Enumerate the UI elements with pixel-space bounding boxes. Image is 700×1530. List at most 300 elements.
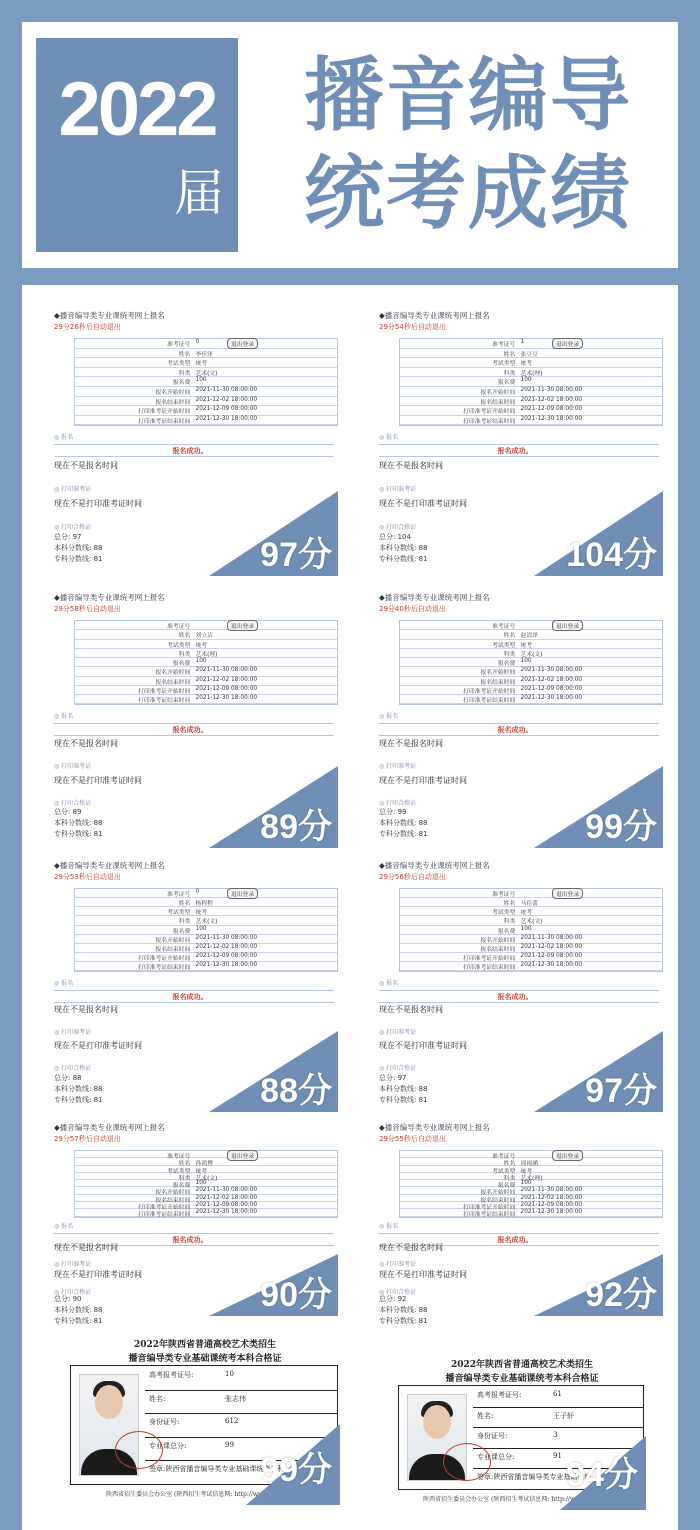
info-label: 考试类型 <box>492 1168 516 1175</box>
info-row <box>75 658 337 667</box>
score-badge: 92分 <box>585 1276 657 1314</box>
info-value: 2021-12-30 18:00:00 <box>520 695 583 702</box>
cert-row <box>145 1366 337 1391</box>
info-row <box>400 377 662 387</box>
info-row <box>400 944 662 953</box>
section-signup: ◎ 报名 <box>54 1223 74 1231</box>
info-row <box>75 935 337 944</box>
info-label: 报名开始时间 <box>155 1190 191 1197</box>
signup-success: 报名成功。 <box>497 726 533 735</box>
logout-button[interactable]: 退出登录 <box>227 1150 258 1161</box>
score-badge: 94分 <box>566 1456 638 1494</box>
total-score: 总分: 104 <box>379 533 411 542</box>
total-score: 总分: 90 <box>54 1295 82 1304</box>
score-totals <box>54 1073 103 1106</box>
info-row <box>400 889 662 898</box>
info-row <box>75 349 337 359</box>
portal-title: ◆播音编导类专业课统考网上报名 <box>379 311 490 320</box>
info-label: 姓名 <box>178 633 191 640</box>
info-value: 2021-12-30 18:00:00 <box>195 695 258 702</box>
info-row <box>400 686 662 695</box>
info-value: 2021-12-09 08:00:00 <box>195 952 258 959</box>
info-table <box>399 338 663 426</box>
section-print: ◎ 打印准考证 <box>54 486 92 494</box>
info-row <box>75 1158 337 1168</box>
info-row <box>75 1166 337 1173</box>
section-signup: ◎ 报名 <box>379 434 399 442</box>
info-value: 马佳蕾 <box>520 901 538 908</box>
info-row <box>400 630 662 639</box>
undergrad-line: 本科分数线: 88 <box>54 1306 103 1315</box>
info-value: 2021-12-30 18:00:00 <box>520 962 583 969</box>
cert-value: 99 <box>225 1440 234 1449</box>
info-label: 报名开始时间 <box>480 389 516 396</box>
vocational-line: 专科分数线: 81 <box>379 555 428 564</box>
vocational-line: 专科分数线: 81 <box>54 1317 103 1326</box>
info-value: 100 <box>520 377 532 384</box>
logout-button[interactable]: 退出登录 <box>552 888 583 899</box>
cert-title-2: 播音编导类专业基础课统考本科合格证 <box>128 1354 282 1364</box>
info-label: 考试类型 <box>167 361 191 368</box>
cert-label: 专业课总分: <box>477 1452 515 1461</box>
info-row <box>75 926 337 935</box>
score-card <box>50 858 338 1112</box>
countdown-text: 29分53秒后自动退出 <box>54 873 121 881</box>
info-value: 统考 <box>520 910 533 917</box>
countdown-text: 29分40秒后自动退出 <box>379 605 446 613</box>
signup-success: 报名成功。 <box>497 447 533 456</box>
section-signup: ◎ 报名 <box>379 1223 399 1231</box>
info-value: 2021-11-30 08:00:00 <box>520 386 583 393</box>
section-pass: ◎ 打印合格证 <box>54 1065 92 1073</box>
cert-label: 高考报考证号: <box>477 1391 522 1399</box>
info-label: 打印准考证结束时间 <box>138 418 191 425</box>
score-card <box>375 858 663 1112</box>
info-label: 打印准考证结束时间 <box>138 1212 191 1219</box>
info-value: 统考 <box>195 361 208 368</box>
section-signup: ◎ 报名 <box>54 713 74 721</box>
info-value: 2021-12-09 08:00:00 <box>195 406 258 413</box>
info-label: 准考证号 <box>167 1154 191 1160</box>
info-label: 报名结束时间 <box>480 1197 516 1204</box>
photo-head <box>95 1385 123 1419</box>
signup-closed: 现在不是报名时间 <box>54 1242 118 1252</box>
signup-success: 报名成功。 <box>172 1236 208 1245</box>
info-label: 打印准考证开始时间 <box>138 688 191 695</box>
info-value: 统考 <box>520 361 533 368</box>
portal-title: ◆播音编导类专业课统考网上报名 <box>54 861 165 870</box>
section-print: ◎ 打印准考证 <box>54 763 92 771</box>
info-row <box>400 349 662 359</box>
score-card <box>375 308 663 576</box>
info-value: 2021-12-02 18:00:00 <box>520 1194 583 1201</box>
info-label: 报名结束时间 <box>155 399 191 406</box>
signup-success: 报名成功。 <box>172 992 208 1001</box>
info-value: 艺术(理) <box>520 370 543 377</box>
info-value: 统考 <box>520 1168 533 1175</box>
info-label: 考试类型 <box>492 642 516 649</box>
info-value: 刘立洁 <box>195 633 213 640</box>
cert-label: 签章:陕西省播音编导类专业基础课统 <box>477 1473 592 1482</box>
info-value: 2021-12-30 18:00:00 <box>520 415 583 422</box>
vocational-line: 专科分数线: 81 <box>379 1095 428 1104</box>
info-row <box>75 1173 337 1180</box>
print-closed: 现在不是打印准考证时间 <box>379 775 467 785</box>
info-row <box>400 640 662 649</box>
info-row <box>400 1173 662 1180</box>
cert-footer: 陕西省招生委员会办公室 (陕西招生考试信息网: http://www.sneac.com) <box>106 1491 304 1498</box>
info-row <box>400 658 662 667</box>
info-row <box>400 368 662 378</box>
section-pass: ◎ 打印合格证 <box>379 1289 417 1296</box>
cert-label: 高考报考证号: <box>149 1371 194 1379</box>
info-value: 2021-11-30 08:00:00 <box>195 934 258 941</box>
portal-title: ◆播音编导类专业课统考网上报名 <box>54 593 165 602</box>
score-card <box>375 1120 663 1326</box>
print-closed: 现在不是打印准考证时间 <box>379 499 467 509</box>
info-value: 统考 <box>195 910 208 917</box>
section-pass: ◎ 打印合格证 <box>54 1289 92 1296</box>
info-row <box>75 377 337 387</box>
info-label: 准考证号 <box>492 342 516 348</box>
info-value: 100 <box>520 1180 532 1187</box>
cert-row <box>473 1407 643 1429</box>
info-value: 2021-12-09 08:00:00 <box>520 1201 583 1208</box>
info-label: 打印准考证结束时间 <box>463 698 516 705</box>
signup-closed: 现在不是报名时间 <box>54 739 118 749</box>
undergrad-line: 本科分数线: 88 <box>379 1306 428 1315</box>
print-closed: 现在不是打印准考证时间 <box>54 1041 142 1051</box>
header-banner <box>22 22 678 268</box>
cert-title-1: 2022年陕西省普通高校艺术类招生 <box>133 1340 277 1350</box>
info-label: 打印准考证开始时间 <box>138 955 191 962</box>
info-value: 2021-12-30 18:00:00 <box>195 962 258 969</box>
countdown-text: 29分58秒后自动退出 <box>54 605 121 613</box>
section-print: ◎ 打印准考证 <box>379 1029 417 1037</box>
info-label: 姓名 <box>503 351 516 358</box>
logout-button[interactable]: 退出登录 <box>227 888 258 899</box>
score-badge: 97分 <box>585 1072 657 1110</box>
info-value: 艺术(文) <box>520 919 543 926</box>
undergrad-line: 本科分数线: 88 <box>379 544 428 553</box>
section-pass: ◎ 打印合格证 <box>379 799 417 807</box>
info-label: 打印准考证开始时间 <box>463 409 516 416</box>
total-score: 总分: 89 <box>54 808 82 817</box>
info-value: 2021-12-30 18:00:00 <box>195 1209 258 1216</box>
countdown-text: 29分26秒后自动退出 <box>54 323 121 331</box>
info-label: 科类 <box>503 919 516 926</box>
info-value: 艺术(理) <box>195 651 218 658</box>
info-label: 打印准考证开始时间 <box>463 955 516 962</box>
info-row <box>75 630 337 639</box>
info-row <box>75 339 337 349</box>
info-value: 艺术(文) <box>520 651 543 658</box>
info-label: 科类 <box>178 1175 191 1182</box>
year-text: 2022 <box>58 67 216 152</box>
info-label: 科类 <box>178 651 191 658</box>
section-signup: ◎ 报名 <box>54 979 74 987</box>
info-value: 2021-12-02 18:00:00 <box>195 1194 258 1201</box>
info-value: 2021-12-02 18:00:00 <box>195 676 258 683</box>
info-row <box>75 677 337 686</box>
portal-title: ◆播音编导类专业课统考网上报名 <box>379 593 490 602</box>
info-row <box>400 416 662 426</box>
score-badge: 90分 <box>260 1276 332 1314</box>
info-table <box>399 888 663 972</box>
info-row <box>400 907 662 916</box>
logout-button[interactable]: 退出登录 <box>552 620 583 631</box>
info-label: 报名开始时间 <box>480 1190 516 1197</box>
score-totals <box>379 532 428 565</box>
info-label: 准考证号 <box>492 624 516 630</box>
info-value: 艺术(文) <box>195 919 218 926</box>
info-table <box>74 620 338 705</box>
info-value: 艺术(文) <box>195 370 218 377</box>
info-value: 2021-12-02 18:00:00 <box>195 943 258 950</box>
info-row <box>75 667 337 676</box>
signup-closed: 现在不是报名时间 <box>54 461 118 471</box>
info-table <box>74 338 338 426</box>
info-row <box>75 640 337 649</box>
info-table <box>399 1150 663 1218</box>
score-card <box>50 1120 338 1326</box>
cert-label: 身份证号: <box>149 1418 180 1427</box>
info-table <box>74 888 338 972</box>
info-label: 报名开始时间 <box>155 937 191 944</box>
info-row <box>75 358 337 368</box>
info-value: 张豆豆 <box>520 351 538 358</box>
section-pass: ◎ 打印合格证 <box>379 524 417 532</box>
info-value: 2021-12-02 18:00:00 <box>520 676 583 683</box>
cert-label: 姓名: <box>149 1394 166 1403</box>
info-value: 100 <box>195 925 207 932</box>
info-label: 打印准考证结束时间 <box>463 1212 516 1219</box>
print-closed: 现在不是打印准考证时间 <box>379 1270 467 1280</box>
undergrad-line: 本科分数线: 88 <box>54 544 103 553</box>
info-label: 报名费 <box>172 1183 191 1190</box>
info-value: 统考 <box>195 642 208 649</box>
cert-label: 专业课总分: <box>149 1441 187 1450</box>
section-print: ◎ 打印准考证 <box>54 1029 92 1037</box>
signup-success: 报名成功。 <box>172 726 208 735</box>
countdown-text: 29分55秒后自动退出 <box>379 1135 446 1143</box>
info-label: 姓名 <box>503 633 516 640</box>
info-row <box>400 387 662 397</box>
undergrad-line: 本科分数线: 88 <box>54 819 103 828</box>
info-value: 100 <box>520 925 532 932</box>
info-value: 统考 <box>195 1168 208 1175</box>
info-table <box>74 1150 338 1218</box>
section-print: ◎ 打印准考证 <box>379 763 417 771</box>
section-pass: ◎ 打印合格证 <box>54 524 92 532</box>
info-value: 赵清泽 <box>520 633 538 640</box>
info-label: 科类 <box>503 370 516 377</box>
cert-value: 张志伟 <box>225 1394 246 1403</box>
info-label: 准考证号 <box>167 342 191 348</box>
info-table <box>399 620 663 705</box>
score-badge: 97分 <box>260 536 332 574</box>
info-label: 打印准考证结束时间 <box>138 698 191 705</box>
info-row <box>400 898 662 907</box>
cert-value: 王子轩 <box>553 1411 574 1420</box>
info-label: 姓名 <box>503 1161 516 1168</box>
print-closed: 现在不是打印准考证时间 <box>54 775 142 785</box>
total-score: 总分: 97 <box>54 533 82 542</box>
undergrad-line: 本科分数线: 88 <box>379 1084 428 1093</box>
signup-success: 报名成功。 <box>497 992 533 1001</box>
red-stamp <box>443 1443 491 1481</box>
total-score: 总分: 97 <box>379 1073 407 1082</box>
info-row <box>75 1209 337 1219</box>
info-row <box>400 358 662 368</box>
logout-button[interactable]: 退出登录 <box>552 1150 583 1161</box>
info-row <box>400 1166 662 1173</box>
vocational-line: 专科分数线: 81 <box>54 555 103 564</box>
jie-text: 届 <box>174 164 224 222</box>
info-row <box>75 953 337 962</box>
score-badge: 88分 <box>260 1072 332 1110</box>
info-row <box>400 339 662 349</box>
info-row <box>75 916 337 925</box>
countdown-text: 29分56秒后自动退出 <box>379 873 446 881</box>
portal-title: ◆播音编导类专业课统考网上报名 <box>379 1123 490 1132</box>
info-value: 100 <box>195 1180 207 1187</box>
total-score: 总分: 92 <box>379 1295 407 1304</box>
section-print: ◎ 打印准考证 <box>379 1261 417 1269</box>
info-value: 2021-12-09 08:00:00 <box>195 1201 258 1208</box>
info-value: 艺术(理) <box>520 1175 543 1182</box>
section-pass: ◎ 打印合格证 <box>379 1065 417 1073</box>
info-row <box>75 1180 337 1190</box>
signup-closed: 现在不是报名时间 <box>379 1005 443 1015</box>
info-value: 2021-11-30 08:00:00 <box>520 667 583 674</box>
info-row <box>400 621 662 630</box>
portal-title: ◆播音编导类专业课统考网上报名 <box>54 311 165 320</box>
info-value: 2021-11-30 08:00:00 <box>520 1187 583 1194</box>
total-score: 总分: 88 <box>54 1073 82 1082</box>
portal-title: ◆播音编导类专业课统考网上报名 <box>54 1123 165 1132</box>
info-label: 报名开始时间 <box>480 937 516 944</box>
info-row <box>75 889 337 898</box>
info-label: 考试类型 <box>167 642 191 649</box>
info-label: 报名结束时间 <box>155 679 191 686</box>
info-label: 报名结束时间 <box>480 399 516 406</box>
info-value: 统考 <box>520 642 533 649</box>
signup-closed: 现在不是报名时间 <box>379 739 443 749</box>
info-row <box>400 1158 662 1168</box>
info-row <box>400 695 662 704</box>
info-row <box>400 1195 662 1202</box>
signup-closed: 现在不是报名时间 <box>54 1005 118 1015</box>
title-line-1: 播音编导 <box>304 49 632 142</box>
info-label: 姓名 <box>503 901 516 908</box>
info-row <box>400 667 662 676</box>
info-label: 报名结束时间 <box>155 1197 191 1204</box>
info-label: 科类 <box>503 651 516 658</box>
countdown-text: 29分57秒后自动退出 <box>54 1135 121 1143</box>
info-row <box>400 1187 662 1197</box>
section-print: ◎ 打印准考证 <box>54 1261 92 1269</box>
info-row <box>75 1202 337 1209</box>
cert-value: 91 <box>553 1451 562 1460</box>
score-badge: 104分 <box>566 536 657 574</box>
info-value: 杨程程 <box>195 901 213 908</box>
cert-title-2: 播音编导类专业基础课统考本科合格证 <box>445 1374 599 1384</box>
info-label: 科类 <box>503 1175 516 1182</box>
info-row <box>400 926 662 935</box>
score-totals <box>54 532 103 565</box>
score-badge: 99分 <box>260 1451 332 1489</box>
print-closed: 现在不是打印准考证时间 <box>54 499 142 509</box>
info-label: 打印准考证开始时间 <box>138 1204 191 1211</box>
info-value: 李佳泽 <box>195 351 213 358</box>
info-row <box>400 953 662 962</box>
info-row <box>400 935 662 944</box>
cert-label: 姓名: <box>477 1411 494 1420</box>
info-value: 2021-12-02 18:00:00 <box>520 396 583 403</box>
cert-footer: 陕西省招生委员会办公室 (陕西招生考试信息网: http://www.sneac.com) <box>423 1496 621 1503</box>
cert-value: 10 <box>225 1370 234 1378</box>
cert-row <box>145 1390 337 1415</box>
logout-button[interactable]: 退出登录 <box>227 338 258 349</box>
section-print: ◎ 打印准考证 <box>379 486 417 494</box>
info-row <box>400 406 662 416</box>
info-label: 科类 <box>178 919 191 926</box>
title-line-2: 统考成绩 <box>304 147 632 240</box>
section-signup: ◎ 报名 <box>379 979 399 987</box>
info-label: 准考证号 <box>492 1154 516 1160</box>
section-signup: ◎ 报名 <box>379 713 399 721</box>
info-row <box>400 1202 662 1209</box>
info-value: 2021-11-30 08:00:00 <box>195 667 258 674</box>
undergrad-line: 本科分数线: 88 <box>379 819 428 828</box>
score-badge: 89分 <box>260 808 332 846</box>
info-value: 0 <box>195 889 200 895</box>
info-row <box>400 962 662 971</box>
photo-head <box>423 1405 451 1439</box>
info-value: 2021-12-09 08:00:00 <box>520 952 583 959</box>
logout-button[interactable]: 退出登录 <box>227 620 258 631</box>
info-row <box>75 907 337 916</box>
info-row <box>400 1180 662 1190</box>
signup-closed: 现在不是报名时间 <box>379 461 443 471</box>
info-row <box>75 898 337 907</box>
info-label: 准考证号 <box>167 624 191 630</box>
info-value: 2021-12-30 18:00:00 <box>195 415 258 422</box>
score-card <box>50 590 338 848</box>
logout-button[interactable]: 退出登录 <box>552 338 583 349</box>
score-totals <box>54 807 103 840</box>
info-label: 考试类型 <box>167 1168 191 1175</box>
info-value: 2021-12-09 08:00:00 <box>520 685 583 692</box>
info-value: 100 <box>195 658 207 665</box>
vocational-line: 专科分数线: 81 <box>379 830 428 839</box>
info-value: 2021-12-09 08:00:00 <box>520 406 583 413</box>
info-value: 2021-12-02 18:00:00 <box>520 943 583 950</box>
info-value: 孙鸿博 <box>195 1161 213 1168</box>
info-row <box>75 944 337 953</box>
cert-label: 身份证号: <box>477 1432 508 1441</box>
info-label: 姓名 <box>178 1161 191 1168</box>
info-label: 准考证号 <box>492 892 516 898</box>
info-label: 报名结束时间 <box>480 946 516 953</box>
cert-value: 61 <box>553 1390 562 1398</box>
info-row <box>75 387 337 397</box>
info-value: 0 <box>195 339 200 345</box>
info-row <box>400 649 662 658</box>
cert-label: 签章:陕西省播音编导类专业基础课统考本科 <box>149 1465 285 1474</box>
info-label: 报名结束时间 <box>155 946 191 953</box>
